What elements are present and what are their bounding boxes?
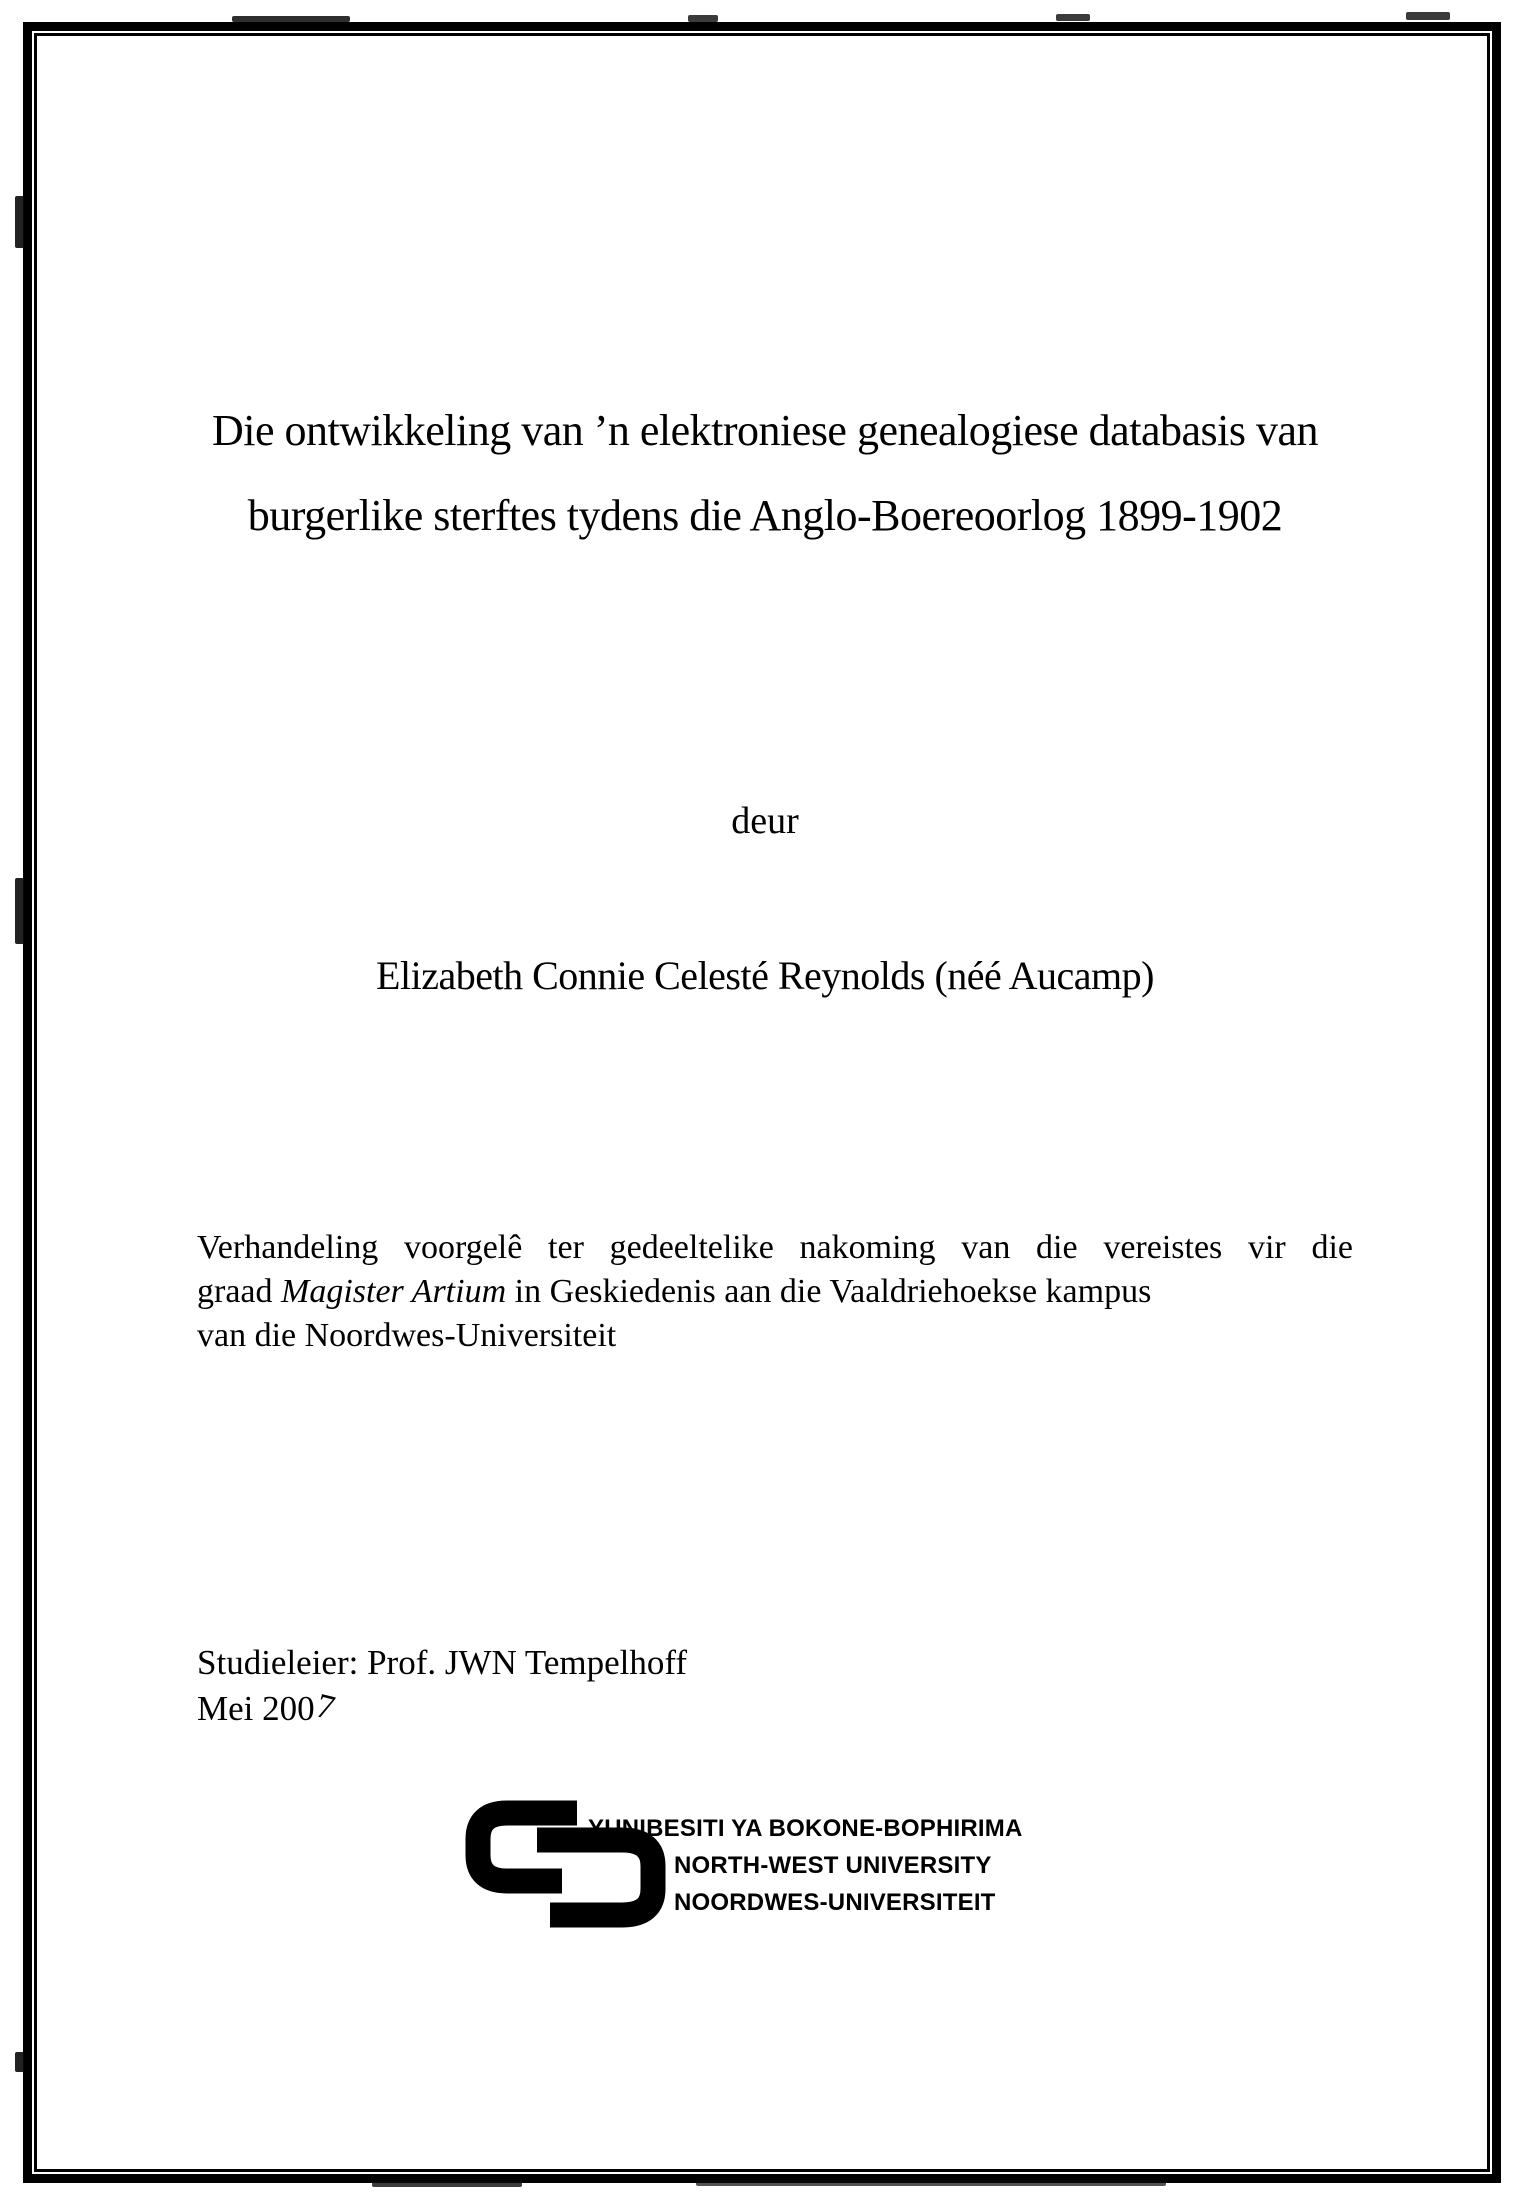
logo-line-3: NOORDWES-UNIVERSITEIT <box>674 1889 996 1916</box>
scan-artifact <box>232 16 350 22</box>
title-line-1: Die ontwikkeling van ’n elektroniese genealogiese databasis van <box>211 406 1318 455</box>
degree-statement <box>197 1226 1353 1358</box>
supervisor-date-block <box>197 1640 687 1732</box>
logo-line-2: NORTH-WEST UNIVERSITY <box>674 1852 992 1879</box>
date-digit: 7 <box>311 1685 339 1728</box>
statement-line-2-post: in Geskiedenis aan die Vaaldriehoekse kampus <box>506 1273 1152 1310</box>
scan-artifact <box>696 2180 1166 2186</box>
byline-deur: deur <box>731 800 799 842</box>
logo-wordmark <box>588 1810 1023 1921</box>
scan-artifact <box>1056 14 1090 21</box>
scan-artifact <box>15 878 24 944</box>
author-name: Elizabeth Connie Celesté Reynolds (néé Aucamp) <box>376 953 1154 998</box>
degree-name-italic: Magister Artium <box>281 1273 507 1310</box>
title-line-2: burgerlike sterftes tydens die Anglo-Boereoorlog 1899-1902 <box>247 491 1283 540</box>
statement-line-2 <box>197 1270 1353 1314</box>
scan-artifact <box>15 2052 24 2072</box>
scan-artifact <box>688 15 718 22</box>
statement-line-2-pre: graad <box>197 1273 282 1310</box>
supervisor-line: Studieleier: Prof. JWN Tempelhoff <box>197 1643 688 1682</box>
statement-line-3: van die Noordwes-Universiteit <box>197 1317 617 1354</box>
logo-line-1: YUNIBESITI YA BOKONE-BOPHIRIMA <box>588 1815 1023 1842</box>
date-prefix: Mei 200 <box>197 1689 315 1728</box>
date-line <box>197 1686 687 1732</box>
statement-line-1: Verhandeling voorgelê ter gedeeltelike nakoming van die vereistes vir die <box>197 1229 1353 1266</box>
scan-artifact <box>15 196 24 248</box>
scan-artifact <box>1406 12 1450 20</box>
thesis-title <box>160 388 1370 558</box>
scan-artifact <box>372 2181 522 2187</box>
